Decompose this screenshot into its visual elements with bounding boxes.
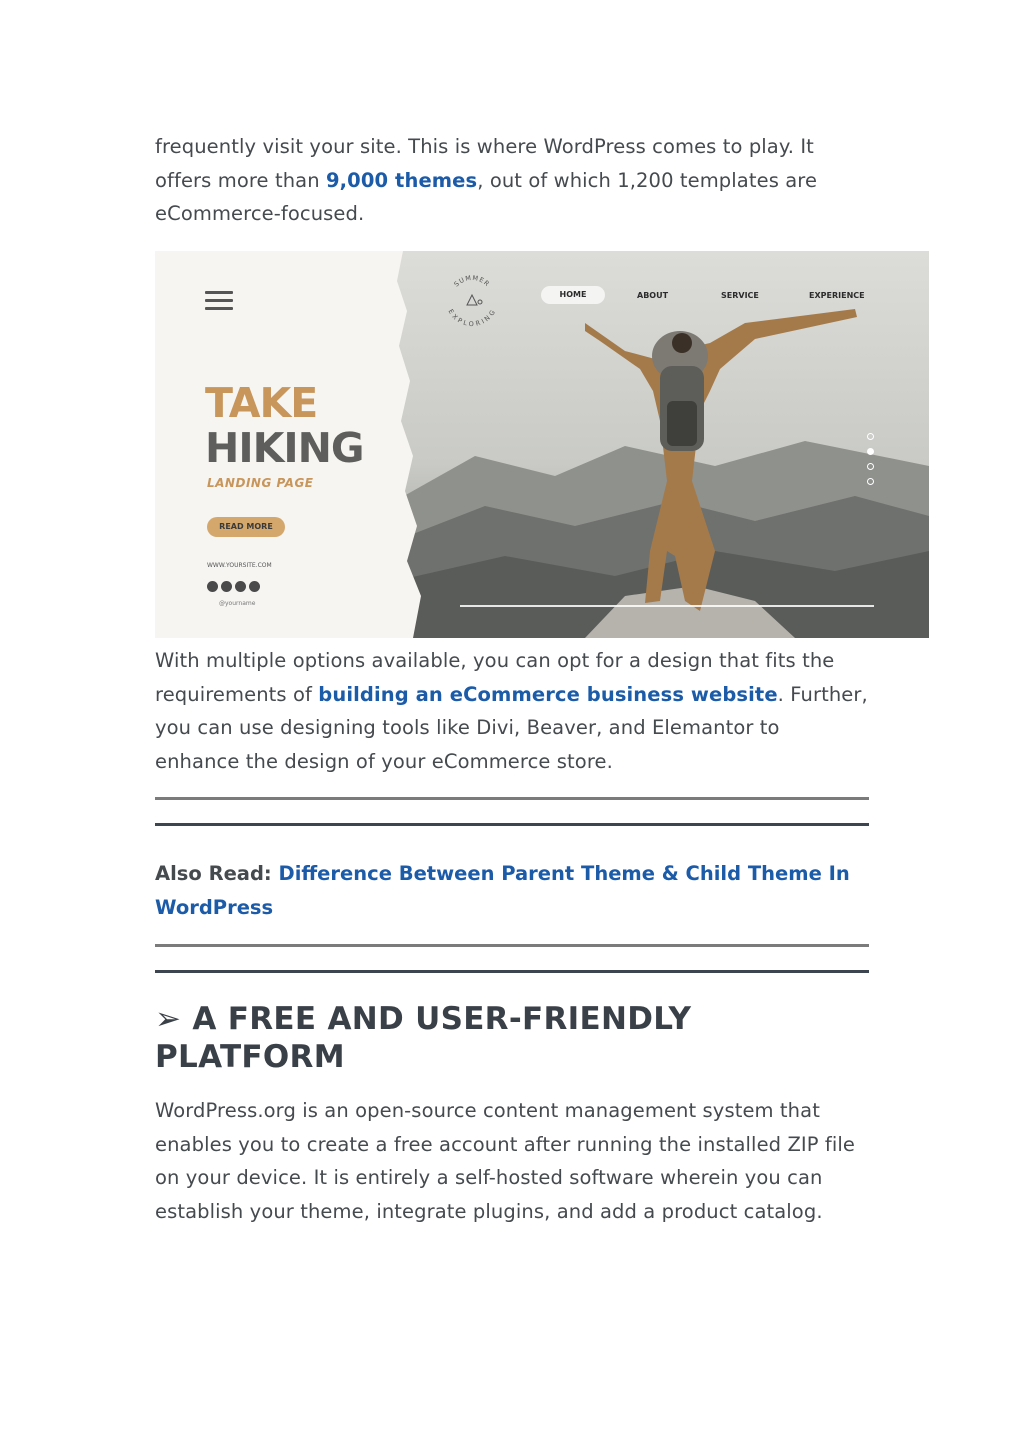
- hero-title-hiking: HIKING: [205, 424, 364, 472]
- facebook-icon: [221, 581, 232, 592]
- paragraph-text: , out of which 1,200 templates are eCommerce-focused.: [155, 168, 818, 225]
- paragraph-text: . Further, you can use designing tools like Divi, Beaver, and Elemantor to enhance the design of your eCommerce store.: [155, 682, 868, 773]
- nav-experience: EXPERIENCE: [809, 291, 865, 300]
- ecommerce-website-link[interactable]: building an eCommerce business website: [318, 682, 778, 706]
- paragraph-design-options: [155, 644, 869, 778]
- also-read-link[interactable]: Difference Between Parent Theme & Child Theme In WordPress: [155, 862, 850, 919]
- svg-text:EXPLORING: EXPLORING: [446, 307, 498, 329]
- read-more-button: READ MORE: [207, 517, 285, 537]
- svg-text:SUMMER: SUMMER: [452, 273, 492, 289]
- twitter-icon: [235, 581, 246, 592]
- paragraph-wordpress-org: WordPress.org is an open-source content management system that enables you to create a free account after running the installed ZIP file on your device. It is entirely a self-hosted software wherein you can establish your theme, integrate plugins, and add a product catalog.: [155, 1099, 856, 1223]
- slider-dots: [867, 433, 874, 493]
- hero-divider: [460, 605, 874, 607]
- also-read-callout: [155, 857, 869, 924]
- divider: [155, 823, 869, 826]
- nav-about: ABOUT: [637, 291, 669, 300]
- divider: [155, 797, 869, 800]
- social-handle: @yourname: [219, 600, 256, 607]
- hero-title-take: TAKE: [205, 379, 318, 427]
- summer-exploring-logo: [443, 271, 501, 329]
- instagram-icon: [207, 581, 218, 592]
- social-icons: [207, 577, 263, 596]
- themes-link[interactable]: 9,000 themes: [325, 168, 478, 192]
- also-read-label: Also Read:: [155, 862, 279, 885]
- hero-subtitle: LANDING PAGE: [207, 476, 314, 490]
- whatsapp-icon: [249, 581, 260, 592]
- paragraph-text: With multiple options available, you can opt for a design that fits the requirements of: [155, 649, 835, 706]
- nav-home: HOME: [541, 286, 605, 304]
- hamburger-menu-icon: [205, 291, 233, 315]
- divider: [155, 944, 869, 947]
- paragraph-text: frequently visit your site. This is where WordPress comes to play. It offers more than: [155, 135, 814, 192]
- site-url: WWW.YOURSITE.COM: [207, 562, 272, 569]
- section-heading: ➢ A FREE AND USER-FRIENDLY PLATFORM: [155, 1001, 692, 1075]
- divider: [155, 970, 869, 973]
- paragraph-themes: [155, 130, 869, 231]
- nav-service: SERVICE: [721, 291, 759, 300]
- hiking-landing-page-image: [155, 251, 929, 638]
